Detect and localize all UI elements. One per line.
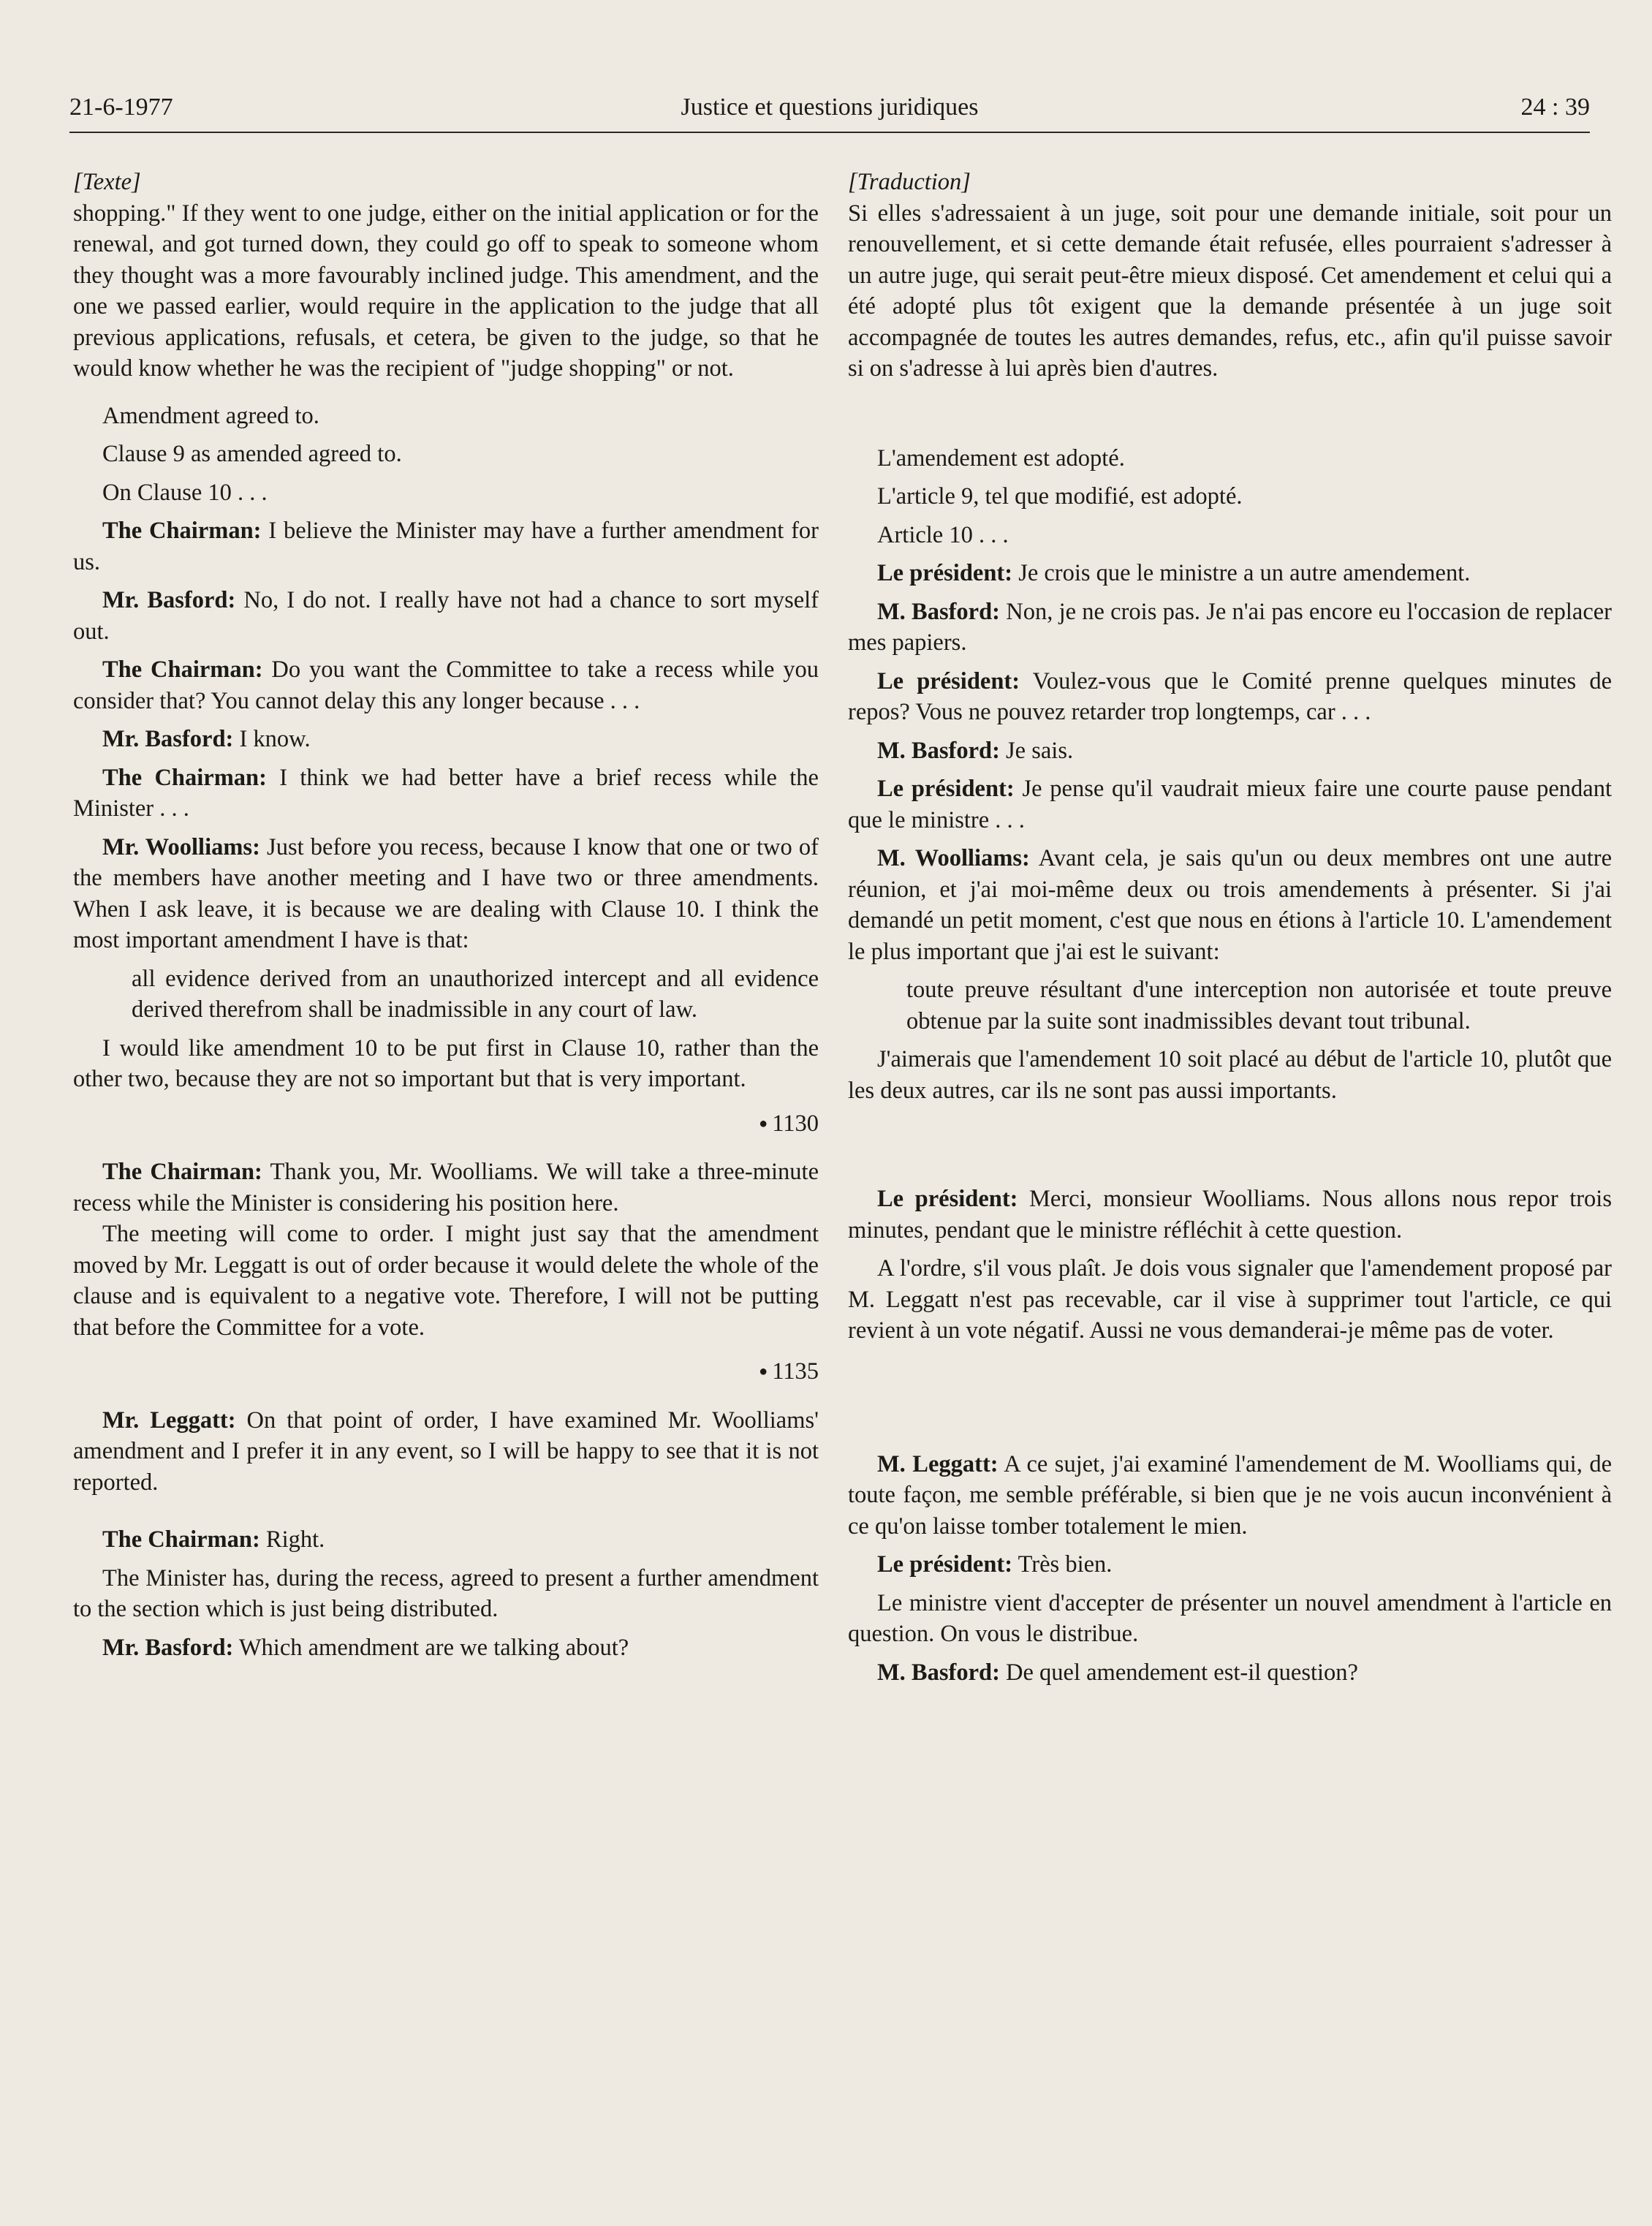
paragraph: L'amendement est adopté. bbox=[877, 444, 1125, 472]
paragraph: Si elles s'adressaient à un juge, soit pour une demande initiale, soit pour un renouvellement, et si cette demande était refusée, elles pourraient s'adresser à un autre juge, qui serait peut-être mieux disposé. Cet amendement et celui qui a été adopté plus tôt exigent que la demande présentée à un juge soit accompagnée de toutes les autres demandes, refus, etc., afin qu'il puisse savoir si on s'adresse à lui après bien d'autres. bbox=[848, 200, 1612, 382]
speech-text: Je crois que le ministre a un autre amendement. bbox=[1012, 560, 1471, 586]
column-label: [Traduction] bbox=[848, 169, 971, 195]
speech-text: Just before you recess, because I know that one or two of the members have another meeting and I have two or three amendments. When I ask leave, it is because we are dealing with Clause 10. I think the most important amendment I have is that: bbox=[73, 833, 819, 953]
speech-text: Je pense qu'il vaudrait mieux faire une courte pause pendant que le ministre . . . bbox=[848, 776, 1612, 833]
speech bbox=[73, 832, 819, 956]
speaker-name: The Chairman: bbox=[102, 518, 262, 544]
page-header bbox=[69, 94, 1590, 133]
speech-text: On that point of order, I have examined Mr. Woolliams' amendment and I prefer it in any event, so I will be happy to see that it is not reported. bbox=[73, 1407, 819, 1496]
paragraph: A l'ordre, s'il vous plaît. Je dois vous signaler que l'amendement proposé par M. Leggatt n'est pas recevable, car il vise à supprimer tout l'article, ce qui revient à un vote négatif. Aussi ne vous demanderai-je même pas de voter. bbox=[848, 1255, 1612, 1344]
speaker-name: Mr. Basford: bbox=[102, 726, 234, 752]
speech bbox=[848, 558, 1612, 589]
speech bbox=[73, 762, 819, 825]
speaker-name: Le président: bbox=[877, 776, 1015, 802]
speech bbox=[848, 735, 1612, 767]
paragraph: Le ministre vient d'accepter de présenter un nouvel amendment à l'article en question. On vous le distribue. bbox=[848, 1589, 1612, 1647]
speech bbox=[73, 585, 819, 647]
speaker-name: M. Basford: bbox=[877, 737, 1000, 764]
speaker-name: Le président: bbox=[877, 1186, 1018, 1212]
speech bbox=[73, 654, 819, 716]
speaker-name: Le président: bbox=[877, 1551, 1013, 1578]
speech bbox=[73, 724, 819, 755]
header-title: Justice et questions juridiques bbox=[681, 94, 979, 121]
paragraph: shopping." If they went to one judge, either on the initial application or for the renewal, and got turned down, they could go off to speak to someone whom they thought was a more favourably inclined judge. This amendment, and the one we passed earlier, would require in the application to the judge that all previous applications, refusals, et cetera, be given to the judge, so that he would know whether he was the recipient of "judge shopping" or not. bbox=[73, 200, 819, 382]
speaker-name: Mr. Basford: bbox=[102, 1634, 234, 1661]
paragraph: On Clause 10 . . . bbox=[102, 479, 268, 506]
speech-text: I believe the Minister may have a further amendment for us. bbox=[73, 518, 819, 575]
speech-text: I know. bbox=[233, 726, 311, 752]
speech-text: Avant cela, je sais qu'un ou deux membres ont une autre réunion, et j'ai moi-même deux ou trois amendements à présenter. Si j'ai demandé un petit moment, c'est que nous en étions à l'article 10. L'amendement le plus important que j'ai est le suivant: bbox=[848, 845, 1612, 965]
speech-text: Non, je ne crois pas. Je n'ai pas encore eu l'occasion de replacer mes papiers. bbox=[848, 598, 1612, 656]
bullet-icon: ● bbox=[759, 1363, 768, 1379]
paragraph: The Minister has, during the recess, agreed to present a further amendment to the section which is just being distributed. bbox=[73, 1564, 819, 1622]
speech-text: Which amendment are we talking about? bbox=[233, 1634, 629, 1661]
french-column bbox=[848, 167, 1612, 1688]
speaker-name: M. Basford: bbox=[877, 598, 1001, 625]
quoted-amendment: all evidence derived from an unauthorized intercept and all evidence derived therefrom shall be inadmissible in any court of law. bbox=[132, 965, 819, 1023]
paragraph: Article 10 . . . bbox=[877, 521, 1009, 548]
speech-text: Merci, monsieur Woolliams. Nous allons nous repor trois minutes, pendant que le ministre réfléchit à cette question. bbox=[848, 1186, 1612, 1243]
speech-text: Très bien. bbox=[1012, 1551, 1113, 1578]
speaker-name: The Chairman: bbox=[102, 764, 267, 791]
speaker-name: M. Basford: bbox=[877, 1659, 1000, 1686]
speech bbox=[848, 666, 1612, 728]
speaker-name: M. Leggatt: bbox=[877, 1450, 999, 1477]
quoted-amendment: toute preuve résultant d'une interception non autorisée et toute preuve obtenue par la suite sont inadmissibles devant tout tribunal. bbox=[906, 977, 1612, 1034]
paragraph: L'article 9, tel que modifié, est adopté. bbox=[877, 483, 1243, 510]
speaker-name: M. Woolliams: bbox=[877, 845, 1030, 871]
speaker-name: Mr. Leggatt: bbox=[102, 1407, 236, 1434]
speech bbox=[848, 773, 1612, 836]
speech bbox=[73, 1156, 819, 1219]
speech-text: A ce sujet, j'ai examiné l'amendement de M. Woolliams qui, de toute façon, me semble préférable, si bien que je ne vois aucun inconvénient à ce qu'on laisse tomber totalement le mien. bbox=[848, 1450, 1612, 1540]
speech bbox=[848, 1184, 1612, 1246]
header-date: 21-6-1977 bbox=[69, 94, 173, 121]
speaker-name: The Chairman: bbox=[102, 656, 263, 683]
speech bbox=[848, 1449, 1612, 1542]
speech-text: I think we had better have a brief recess while the Minister . . . bbox=[73, 764, 819, 822]
speech-text: Thank you, Mr. Woolliams. We will take a three-minute recess while the Minister is considering his position here. bbox=[73, 1159, 819, 1216]
speech bbox=[73, 515, 819, 578]
time-marker: ● 1135 bbox=[759, 1358, 819, 1385]
speech bbox=[848, 1657, 1612, 1689]
speech bbox=[73, 1405, 819, 1499]
speaker-name: The Chairman: bbox=[102, 1159, 262, 1185]
speech-text: De quel amendement est-il question? bbox=[999, 1659, 1358, 1686]
time-marker: ● 1130 bbox=[759, 1110, 819, 1137]
speaker-name: Mr. Woolliams: bbox=[102, 833, 260, 860]
speaker-name: Le président: bbox=[877, 667, 1020, 694]
english-column bbox=[73, 167, 819, 1663]
speaker-name: The Chairman: bbox=[102, 1526, 260, 1553]
paragraph: J'aimerais que l'amendement 10 soit placé au début de l'article 10, plutôt que les deux autres, car ils ne sont pas aussi importants. bbox=[848, 1046, 1612, 1104]
speech bbox=[848, 597, 1612, 659]
speech-text: No, I do not. I really have not had a chance to sort myself out. bbox=[73, 587, 819, 645]
bullet-icon: ● bbox=[759, 1115, 768, 1132]
speech bbox=[73, 1632, 819, 1664]
header-page-number: 24 : 39 bbox=[1520, 94, 1590, 121]
speaker-name: Mr. Basford: bbox=[102, 587, 236, 613]
speech bbox=[73, 1524, 819, 1556]
speech bbox=[848, 843, 1612, 967]
speech-text: Je sais. bbox=[999, 737, 1074, 764]
column-label: [Texte] bbox=[73, 169, 141, 195]
speech bbox=[848, 1549, 1612, 1580]
speech-text: Right. bbox=[259, 1526, 325, 1553]
speaker-name: Le président: bbox=[877, 560, 1013, 586]
paragraph: I would like amendment 10 to be put first in Clause 10, rather than the other two, because they are not so important but that is very important. bbox=[73, 1034, 819, 1092]
paragraph: Amendment agreed to. bbox=[102, 402, 319, 429]
speech-text: Voulez-vous que le Comité prenne quelques minutes de repos? Vous ne pouvez retarder trop longtemps, car . . . bbox=[848, 667, 1612, 725]
speech-text: Do you want the Committee to take a recess while you consider that? You cannot delay this any longer because . . . bbox=[73, 656, 819, 714]
paragraph: The meeting will come to order. I might just say that the amendment moved by Mr. Leggatt is out of order because it would delete the whole of the clause and is equivalent to a negative vote. Therefore, I will not be putting that before the Committee for a vote. bbox=[73, 1221, 819, 1341]
paragraph: Clause 9 as amended agreed to. bbox=[102, 441, 402, 467]
